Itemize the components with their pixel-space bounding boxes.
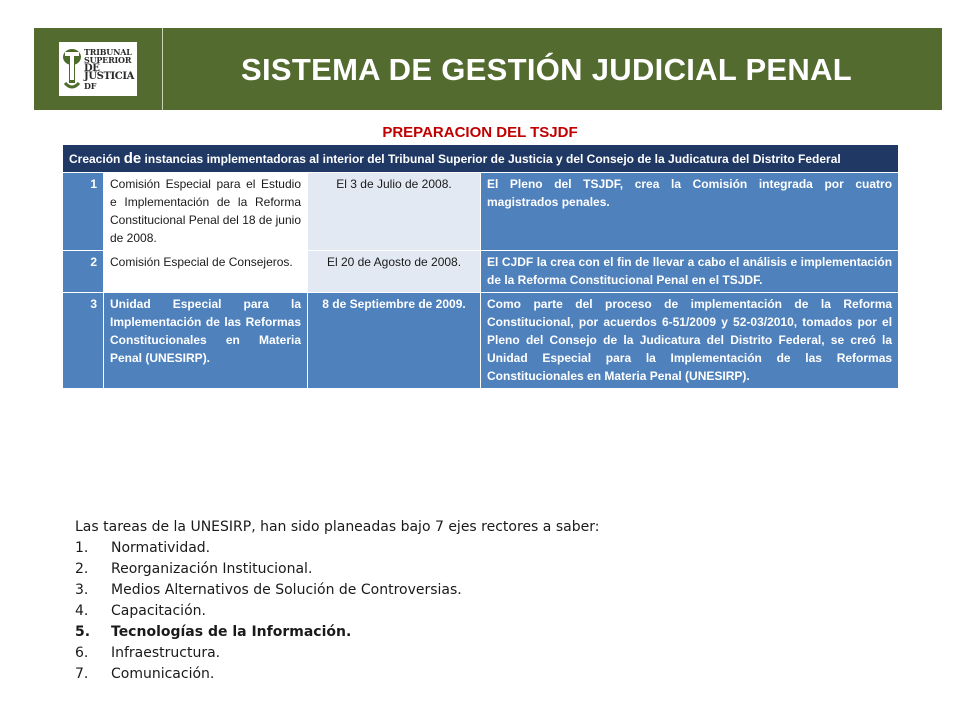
heading-part-1: Creación	[69, 152, 124, 166]
list-item-text: Medios Alternativos de Solución de Controversias.	[111, 582, 462, 598]
row-number: 2	[63, 251, 104, 293]
row-name: Unidad Especial para la Implementación de las Reformas Constitucionales en Materia Penal (UNESIRP).	[104, 293, 308, 389]
heading-part-2: instancias implementadoras al interior del Tribunal Superior de Justicia y del Consejo de la Judicatura del Distrito Federal	[141, 152, 841, 166]
list-item-number: 3.	[75, 582, 89, 598]
row-date: El 20 de Agosto de 2008.	[308, 251, 481, 293]
tasks-section	[75, 517, 875, 685]
list-item-text: Comunicación.	[111, 666, 215, 682]
list-item	[75, 601, 875, 622]
list-item-number: 5.	[75, 624, 91, 640]
list-item	[75, 538, 875, 559]
list-item-text: Tecnologías de la Información.	[111, 624, 352, 640]
list-item-text: Normatividad.	[111, 540, 211, 556]
row-number: 3	[63, 293, 104, 389]
table-row	[63, 173, 899, 251]
table-heading	[63, 145, 899, 173]
tasks-intro: Las tareas de la UNESIRP, han sido planeadas bajo 7 ejes rectores a saber:	[75, 519, 600, 535]
logo-cell	[34, 28, 163, 110]
row-date: El 3 de Julio de 2008.	[308, 173, 481, 251]
logo-line-2: SUPERIOR	[84, 55, 132, 66]
logo-line-1: TRIBUNAL	[84, 46, 132, 57]
list-item	[75, 664, 875, 685]
list-item-number: 4.	[75, 603, 89, 619]
tsjdf-emblem-icon	[62, 47, 82, 91]
table-row	[63, 251, 899, 293]
page-title: SISTEMA DE GESTIÓN JUDICIAL PENAL	[240, 52, 853, 87]
logo-wordmark	[84, 48, 134, 91]
list-item-number: 7.	[75, 666, 89, 682]
section-subtitle: PREPARACION DEL TSJDF	[382, 124, 578, 141]
list-item-number: 2.	[75, 561, 89, 577]
row-description: Como parte del proceso de implementación de la Reforma Constitucional, por acuerdos 6-51/2009 y 52-03/2010, tomados por el Pleno del Consejo de la Judicatura del Distrito Federal, se creó la Unidad Especial para la Implementación de las Reformas Constitucionales en Materia Penal (UNESIRP).	[481, 293, 899, 389]
list-item	[75, 580, 875, 601]
heading-de: de	[123, 150, 142, 167]
header-banner	[34, 28, 942, 110]
list-item-text: Capacitación.	[111, 603, 206, 619]
list-item	[75, 622, 875, 643]
list-item-number: 6.	[75, 645, 89, 661]
list-item	[75, 559, 875, 580]
logo-line-4: DF	[84, 80, 97, 91]
table-header-row	[63, 145, 899, 173]
row-number: 1	[63, 173, 104, 251]
list-item-text: Infraestructura.	[111, 645, 221, 661]
row-date: 8 de Septiembre de 2009.	[308, 293, 481, 389]
list-item-number: 1.	[75, 540, 89, 556]
list-item-text: Reorganización Institucional.	[111, 561, 313, 577]
list-item	[75, 643, 875, 664]
row-name: Comisión Especial de Consejeros.	[104, 251, 308, 293]
tasks-list	[75, 538, 875, 685]
row-description: El Pleno del TSJDF, crea la Comisión integrada por cuatro magistrados penales.	[481, 173, 899, 251]
implementation-table	[62, 144, 899, 389]
row-name: Comisión Especial para el Estudio e Implementación de la Reforma Constitucional Penal del 18 de junio de 2008.	[104, 173, 308, 251]
logo-line-3: DE JUSTICIA	[84, 62, 134, 83]
tsjdf-logo	[59, 42, 137, 96]
row-description: El CJDF la crea con el fin de llevar a cabo el análisis e implementación de la Reforma Constitucional Penal en el TSJDF.	[481, 251, 899, 293]
table-row	[63, 293, 899, 389]
